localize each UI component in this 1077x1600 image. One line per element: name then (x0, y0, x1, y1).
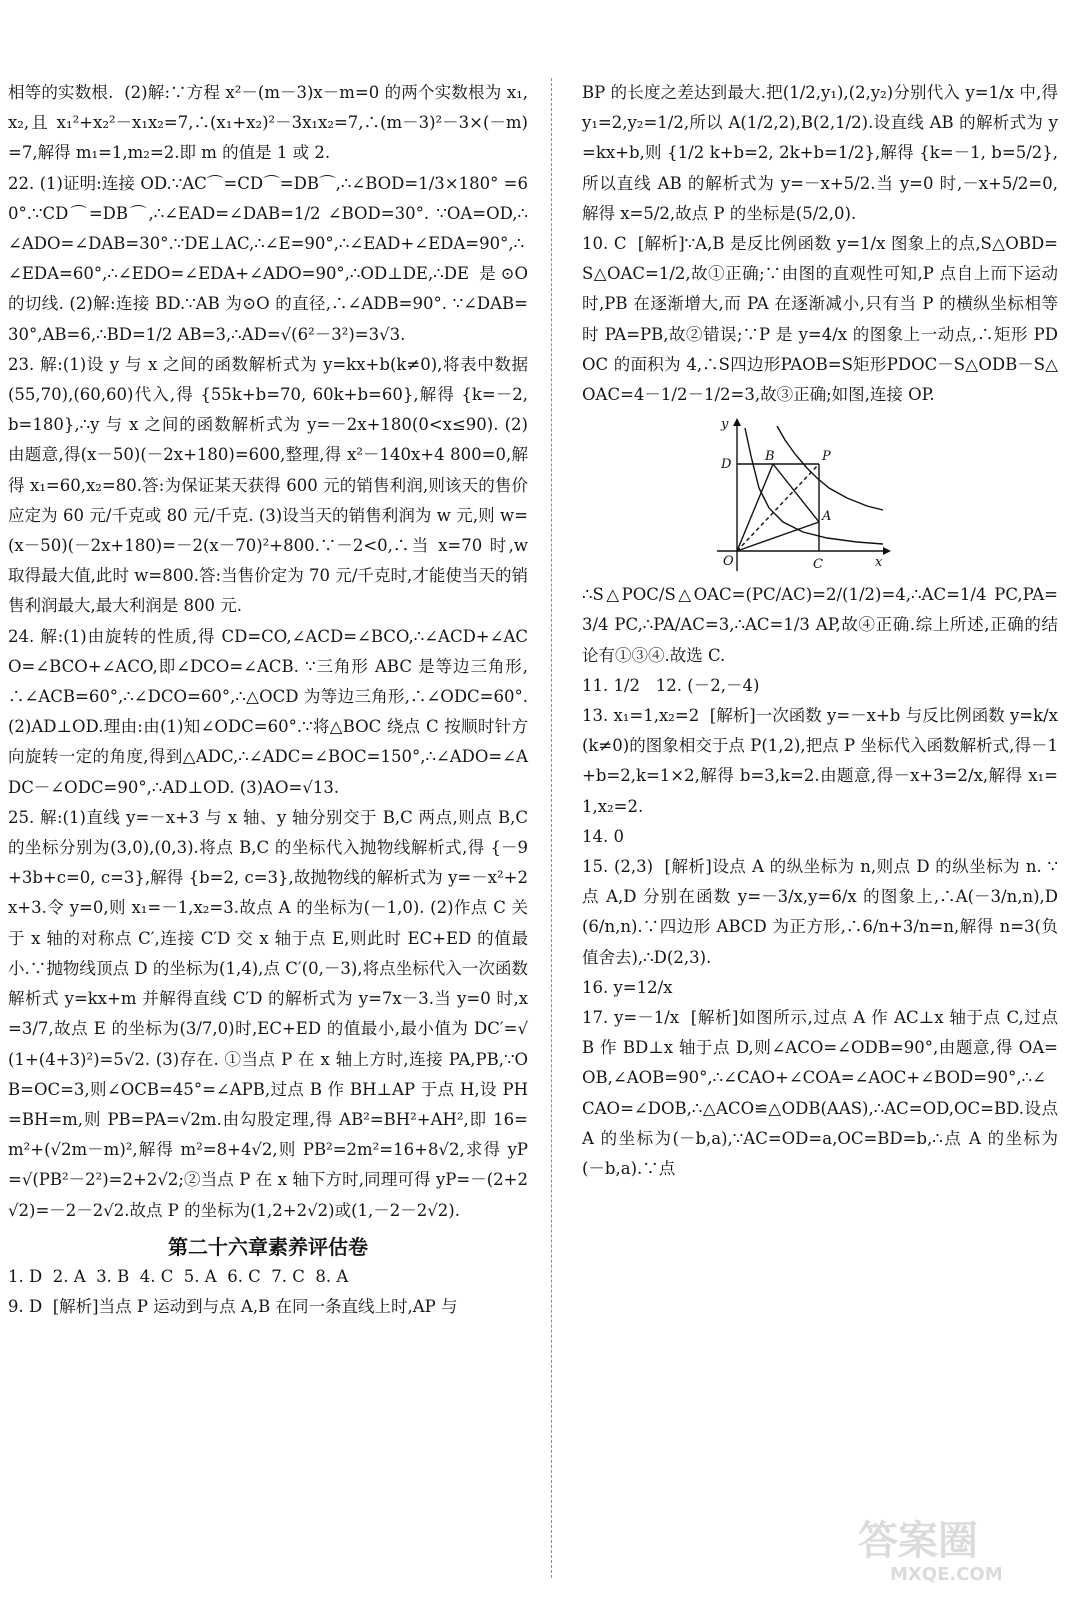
answer-10-conclusion: ∴S△POC/S△OAC=(PC/AC)=2/(1/2)=4,∴AC=1/4 PC,PA=3/4 PC,∴PA/AC=3,∴AC=1/3 AP,故④正确.综上所述,正确的结论有①③④.故选 C. (582, 585, 1058, 665)
segment-ob (737, 464, 773, 551)
left-column (8, 78, 534, 1322)
answer-10: 10. C [解析]∵A,B 是反比例函数 y=1/x 图象上的点,S△OBD=S△OAC=1/2,故①正确;∵由图的直观性可知,P 点自上而下运动时,PB 在逐渐增大,而 PA 在逐渐减小,只有当 P 的横纵坐标相等时 PA=PB,故②错误;∵P 是 y=4/x 的图象上一动点,∴矩形 PDOC 的面积为 4,∴S四边形PAOB=S矩形PDOC－S△ODB－S△OAC=4－1/2－1/2=3,故③正确;如图,连接 OP. (582, 234, 1058, 405)
answer-21-tail: 相等的实数根. (2)解:∵方程 x²－(m－3)x－m=0 的两个实数根为 x₁,x₂,且 x₁²+x₂²－x₁x₂=7,∴(x₁+x₂)²－3x₁x₂=7,∴(m－3)²－3×(－m)=7,解得 m₁=1,m₂=2.即 m 的值是 1 或 2. (8, 83, 528, 163)
label-p: P (822, 449, 831, 465)
answers-11-12: 11. 1/2 12. (－2,－4) (582, 675, 760, 695)
answer-16: 16. y=12/x (582, 977, 673, 997)
curve-y-4-over-x (777, 426, 883, 510)
column-divider (551, 78, 552, 1578)
answer-25: 25. 解:(1)直线 y=－x+3 与 x 轴、y 轴分别交于 B,C 两点,则点 B,C 的坐标分别为(3,0),(0,3).将点 B,C 的坐标代入抛物线解析式,得 {－9+3b+c=0, c=3},解得 {b=2, c=3},故抛物线的解析式为 y=－x²+2x+3.令 y=0,则 x₁=－1,x₂=3.故点 A 的坐标为(－1,0). (2)作点 C 关于 x 轴的对称点 C′,连接 C′D 交 x 轴于点 E,则此时 EC+ED 的值最小.∵抛物线顶点 D 的坐标为(1,4),点 C′(0,－3),将点坐标代入一次函数解析式 y=kx+m 并解得直线 C′D 的解析式为 y=7x－3.当 y=0 时,x=3/7,故点 E 的坐标为(3/7,0)时,EC+ED 的值最小,最小值为 DC′=√(1+(4+3)²)=5√2. (3)存在. ①当点 P 在 x 轴上方时,连接 PA,PB,∵OB=OC=3,则∠OCB=45°=∠APB,过点 B 作 BH⊥AP 于点 H,设 PH=BH=m,则 PB=PA=√2m.由勾股定理,得 AB²=BH²+AH²,即 16=m²+(√2m－m)²,解得 m²=8+4√2,则 PB²=2m²=16+8√2,求得 yP=√(PB²－2²)=2+2√2;②当点 P 在 x 轴下方时,同理可得 yP=－(2+2√2)=－2－2√2.故点 P 的坐标为(1,2+2√2)或(1,－2－2√2). (8, 807, 534, 1220)
label-d: D (721, 457, 732, 473)
segment-oa (737, 522, 819, 551)
answer-13: 13. x₁=1,x₂=2 [解析]一次函数 y=－x+b 与反比例函数 y=k/x(k≠0)的图象相交于点 P(1,2),把点 P 坐标代入函数解析式,得－1+b=2,k=1×2,解得 b=3,k=2.由题意,得－x+3=2/x,解得 x₁=1,x₂=2. (582, 706, 1058, 816)
watermark-text: 答案圈 (858, 1518, 978, 1564)
label-b: B (765, 449, 775, 465)
label-y: y (721, 417, 729, 433)
section-title: 第二十六章素养评估卷 (168, 1234, 368, 1259)
answer-24: 24. 解:(1)由旋转的性质,得 CD=CO,∠ACD=∠BCO,∴∠ACD+∠ACO=∠BCO+∠ACO,即∠DCO=∠ACB. ∵三角形 ABC 是等边三角形,∴∠ACB=60°,∴∠DCO=60°,∴△OCD 为等边三角形,∴∠ODC=60°. (2)AD⊥OD.理由:由(1)知∠ODC=60°.∵将△BOC 绕点 C 按顺时针方向旋转一定的角度,得到△ADC,∴∠ADC=∠BOC=150°,∴∠ADO=∠ADC－∠ODC=90°,∴AD⊥OD. (3)AO=√13. (8, 626, 534, 797)
watermark-logo (850, 1508, 1060, 1588)
answer-17: 17. y=－1/x [解析]如图所示,过点 A 作 AC⊥x 轴于点 C,过点 B 作 BD⊥x 轴于点 D,则∠ACO=∠ODB=90°,由题意,得 OA=OB,∠AOB=90°,∴∠CAO+∠COA=∠AOC+∠BOD=90°,∴∠CAO=∠DOB,∴△ACO≌△ODB(AAS),∴AC=OD,OC=BD.设点 A 的坐标为(－b,a),∵AC=OD=a,OC=BD=b,∴点 A 的坐标为(－b,a).∵点 (582, 1008, 1064, 1179)
answer-15: 15. (2,3) [解析]设点 A 的纵坐标为 n,则点 D 的纵坐标为 n. ∵点 A,D 分别在函数 y=－3/x,y=6/x 的图象上,∴A(－3/n,n),D(6/n,n).∵四边形 ABCD 为正方形,∴6/n+3/n=n,解得 n=3(负值舍去),∴D(2,3). (582, 857, 1058, 967)
label-c: C (813, 557, 823, 573)
label-x: x (875, 555, 883, 571)
answer-9-start: 9. D [解析]当点 P 运动到与点 A,B 在同一条直线上时,AP 与 (8, 1296, 458, 1316)
answer-23: 23. 解:(1)设 y 与 x 之间的函数解析式为 y=kx+b(k≠0),将表中数据(55,70),(60,60)代入,得 {55k+b=70, 60k+b=60},解得 {k=－2, b=180},∴y 与 x 之间的函数解析式为 y=－2x+180(0<x≤90). (2)由题意,得(x－50)(－2x+180)=600,整理,得 x²－140x+4 800=0,解得 x₁=60,x₂=80.答:为保证某天获得 600 元的销售利润,则该天的售价应定为 60 元/千克或 80 元/千克. (3)设当天的销售利润为 w 元,则 w=(x－50)(－2x+180)=－2(x－70)²+800.∵－2<0,∴当 x=70 时,w 取得最大值,此时 w=800.答:当售价定为 70 元/千克时,才能使当天的销售利润最大,最大利润是 800 元. (8, 354, 534, 616)
watermark-sub: MXQE.COM (890, 1564, 1003, 1585)
answer-9-continued: BP 的长度之差达到最大.把(1/2,y₁),(2,y₂)分别代入 y=1/x 中,得 y₁=2,y₂=1/2,所以 A(1/2,2),B(2,1/2).设直线 AB 的解析式为 y=kx+b,则 {1/2 k+b=2, 2k+b=1/2},解得 {k=－1, b=5/2},所以直线 AB 的解析式为 y=－x+5/2.当 y=0 时,－x+5/2=0,解得 x=5/2,故点 P 的坐标是(5/2,0). (582, 83, 1064, 223)
right-column (582, 78, 1064, 1184)
answer-22: 22. (1)证明:连接 OD.∵AC⌒=CD⌒=DB⌒,∴∠BOD=1/3×180° =60°.∵CD⌒=DB⌒,∴∠EAD=∠DAB=1/2 ∠BOD=30°. ∵OA=OD,∴∠ADO=∠DAB=30°.∵DE⊥AC,∴∠E=90°,∴∠EAD+∠EDA=90°,∴∠EDA=60°,∴∠EDO=∠EDA+∠ADO=90°,∴OD⊥DE,∴DE 是⊙O 的切线. (2)解:连接 BD.∵AB 为⊙O 的直径,∴∠ADB=90°. ∵∠DAB=30°,AB=6,∴BD=1/2 AB=3,∴AD=√(6²－3²)=3√3. (8, 173, 534, 344)
label-a: A (822, 509, 832, 525)
choice-answers: 1. D 2. A 3. B 4. C 5. A 6. C 7. C 8. A (8, 1266, 349, 1286)
label-o: O (723, 554, 734, 570)
curve-y-1-over-x (745, 428, 883, 544)
hyperbola-figure (707, 416, 892, 576)
x-arrow (883, 547, 891, 555)
answer-14: 14. 0 (582, 826, 624, 846)
y-arrow (733, 418, 741, 426)
